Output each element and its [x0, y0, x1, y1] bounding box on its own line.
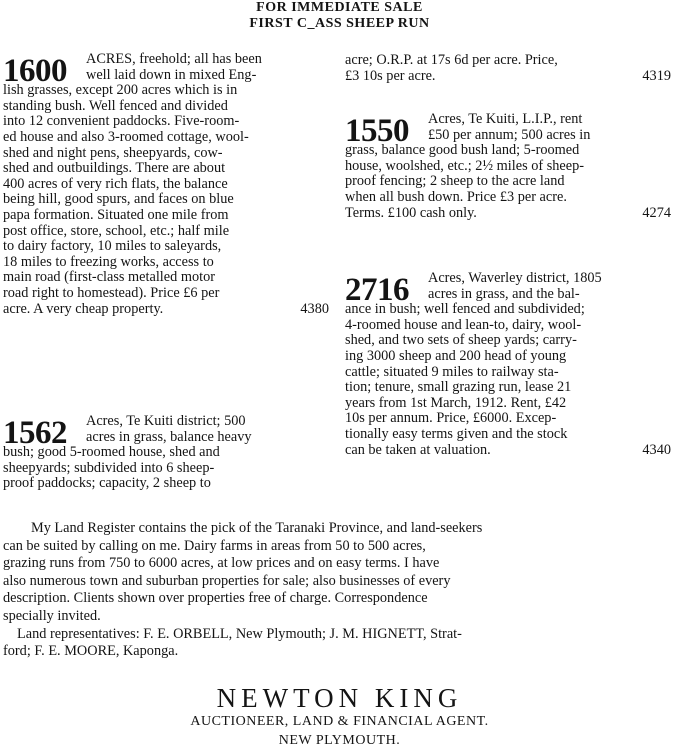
lot-line: 10s per annum. Price, £6000. Excep-	[345, 411, 557, 427]
reference-number: 4340	[642, 442, 671, 458]
notice-line: Land representatives: F. E. ORBELL, New Plymouth; J. M. HIGNETT, Strat-	[17, 625, 462, 642]
lot-line-last	[345, 206, 671, 222]
lot-line: road right to homestead). Price £6 per	[3, 285, 220, 301]
lot-line: Acres, Waverley district, 1805	[428, 271, 602, 286]
agent-title: AUCTIONEER, LAND & FINANCIAL AGENT.	[190, 714, 489, 729]
notice-line: My Land Register contains the pick of the Taranaki Province, and land-seekers	[31, 520, 483, 536]
lot-line: bush; good 5-roomed house, shed and	[3, 445, 220, 461]
agent-town: NEW PLYMOUTH.	[278, 733, 401, 748]
lot-line-last	[345, 443, 671, 459]
lot-line: proof paddocks; capacity, 2 sheep to	[3, 476, 211, 492]
lot-line: acres in grass, balance heavy	[86, 429, 252, 445]
land-register-notice	[3, 520, 671, 661]
reference-number: 4274	[642, 205, 671, 221]
notice-line: description. Clients shown over properties free of charge. Correspondence	[3, 590, 428, 607]
lot-line: being hill, good spurs, and faces on blue	[3, 192, 234, 208]
lot-number: 1600	[3, 53, 67, 89]
lot-line: tion; tenure, small grazing run, lease 21	[345, 380, 572, 396]
lot-line: well laid down in mixed Eng-	[86, 67, 257, 83]
lot-line: 400 acres of very rich flats, the balance	[3, 176, 228, 192]
lot-1600	[3, 52, 329, 317]
lot-line: years from 1st March, 1912. Rent, £42	[345, 395, 567, 411]
lot-line: Acres, Te Kuiti, L.I.P., rent	[428, 112, 583, 127]
lot-number: 1550	[345, 113, 409, 149]
lot-line: acres in grass, and the bal-	[428, 286, 580, 302]
lot-line: shed, and two sets of sheep yards; carry-	[345, 333, 577, 349]
lot-line: acre; O.R.P. at 17s 6d per acre. Price,	[345, 53, 558, 68]
lot-line: Acres, Te Kuiti district; 500	[86, 414, 246, 429]
lot-line: main road (first-class metalled motor	[3, 270, 216, 286]
lot-line: grass, balance good bush land; 5-roomed	[345, 143, 580, 159]
lot-1550	[345, 112, 671, 221]
notice-line: specially invited.	[3, 607, 101, 624]
lot-line: standing bush. Well fenced and divided	[3, 98, 228, 114]
lot-line: shed and outbuildings. There are about	[3, 161, 226, 177]
ad-heading: FOR IMMEDIATE SALE	[256, 0, 423, 15]
lot-line: ACRES, freehold; all has been	[86, 52, 262, 67]
agent-name: NEWTON KING	[216, 683, 463, 713]
reference-number: 4319	[642, 68, 671, 84]
lot-line: sheepyards; subdivided into 6 sheep-	[3, 460, 215, 476]
notice-line: ford; F. E. MOORE, Kaponga.	[3, 643, 179, 660]
lot-line: to dairy factory, 10 miles to saleyards,	[3, 239, 222, 255]
lot-line-text: acre. A very cheap property.	[3, 301, 164, 317]
lot-line-text: Terms. £100 cash only.	[345, 205, 477, 221]
lot-line-last	[345, 69, 671, 85]
notice-line: grazing runs from 750 to 6000 acres, at low prices and on easy terms. I have	[3, 555, 440, 572]
lot-line: £50 per annum; 500 acres in	[428, 127, 591, 143]
lot-line: house, woolshed, etc.; 2½ miles of sheep-	[345, 158, 585, 174]
lot-line: 4-roomed house and lean-to, dairy, wool-	[345, 317, 582, 333]
lot-line: tionally easy terms given and the stock	[345, 426, 568, 442]
lot-1562	[3, 414, 329, 492]
lot-line: ance in bush; well fenced and subdivided;	[345, 302, 585, 318]
lot-line: when all bush down. Price £3 per acre.	[345, 189, 567, 205]
lot-number: 2716	[345, 272, 409, 308]
lot-line-last	[3, 302, 329, 318]
lot-line: cattle; situated 9 miles to railway sta-	[345, 364, 559, 380]
notice-line: can be suited by calling on me. Dairy farms in areas from 50 to 500 acres,	[3, 537, 426, 554]
lot-line: papa formation. Situated one mile from	[3, 207, 229, 223]
lot-number: 1562	[3, 415, 67, 451]
ad-subheading: FIRST C_ASS SHEEP RUN	[249, 16, 430, 31]
lot-1562-continued	[345, 53, 671, 84]
lot-line: shed and night pens, sheepyards, cow-	[3, 145, 223, 161]
lot-line: 18 miles to freezing works, access to	[3, 254, 214, 270]
lot-line: lish grasses, except 200 acres which is in	[3, 83, 238, 99]
lot-2716	[345, 271, 671, 458]
lot-line: proof fencing; 2 sheep to the acre land	[345, 174, 565, 190]
lot-line: ing 3000 sheep and 200 head of young	[345, 348, 567, 364]
notice-line: also numerous town and suburban properties for sale; also businesses of every	[3, 572, 451, 589]
lot-line-text: £3 10s per acre.	[345, 68, 436, 84]
lot-line-text: can be taken at valuation.	[345, 442, 491, 458]
lot-line: ed house and also 3-roomed cottage, wool-	[3, 129, 249, 145]
reference-number: 4380	[300, 301, 329, 317]
lot-line: into 12 convenient paddocks. Five-room-	[3, 114, 240, 130]
lot-line: post office, store, school, etc.; half mile	[3, 223, 230, 239]
